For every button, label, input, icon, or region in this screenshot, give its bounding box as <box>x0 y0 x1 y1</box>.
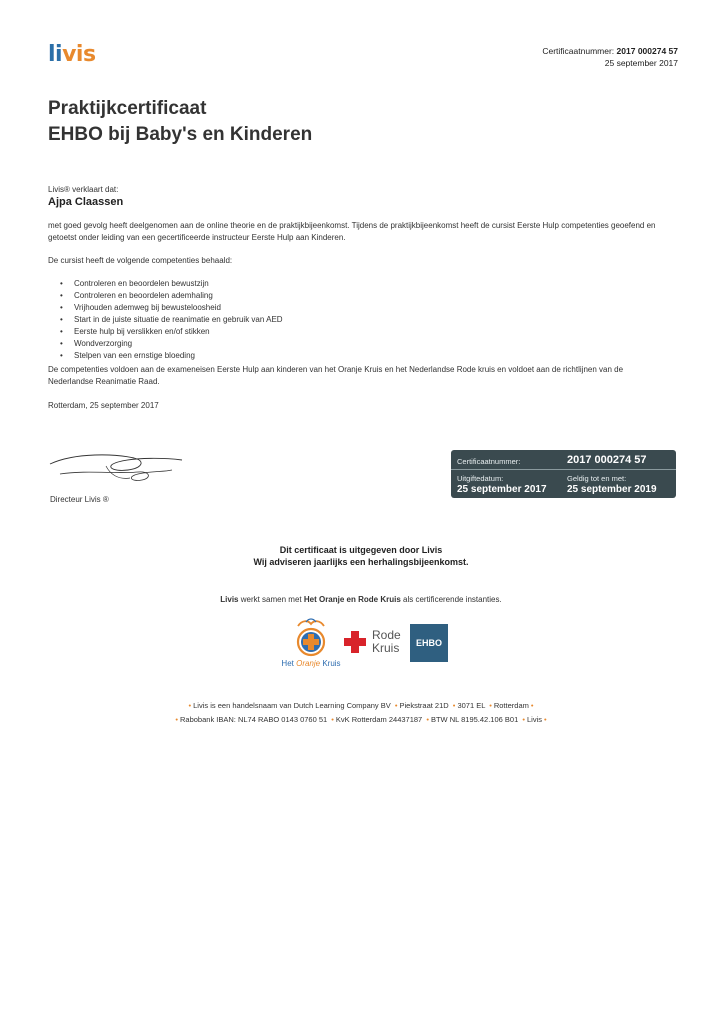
header-cert-info <box>542 45 678 69</box>
list-item: • Controleren en beoordelen bewustzijn <box>60 278 283 290</box>
competencies-intro: De cursist heeft de volgende competenties behaald: <box>48 256 233 265</box>
header-cert-number: 2017 000274 57 <box>616 46 678 56</box>
bullet-icon: • <box>426 715 429 724</box>
footer <box>0 699 722 727</box>
header-cert-number-label: Certificaatnummer: <box>542 46 615 56</box>
footer-line-1 <box>0 699 722 713</box>
ok-label-part-1: Het <box>281 659 297 668</box>
partner-suffix: als certificerende instanties. <box>400 595 502 604</box>
list-item: • Wondverzorging <box>60 338 283 350</box>
header-cert-number-line <box>542 45 678 57</box>
signature-image <box>46 444 186 488</box>
list-item: • Stelpen van een ernstige bloeding <box>60 350 283 362</box>
list-item: • Start in de juiste situatie de reanimatie en gebruik van AED <box>60 314 283 326</box>
list-item: • Eerste hulp bij verslikken en/of stikken <box>60 326 283 338</box>
issued-by-line-2: Wij adviseren jaarlijks een herhalingsbijeenkomst. <box>253 557 469 567</box>
title-line-2: EHBO bij Baby's en Kinderen <box>48 124 313 145</box>
bullet-icon: • <box>188 701 192 710</box>
recipient-name: Ajpa Claassen <box>48 196 124 208</box>
rode-kruis-label <box>372 629 401 655</box>
cert-box-number: 2017 000274 57 <box>567 454 647 466</box>
partner-orgs: Het Oranje en Rode Kruis <box>303 595 401 604</box>
footer-line-2 <box>0 713 722 727</box>
logo-part-1: li <box>48 42 63 67</box>
footer-street: Piekstraat 21D <box>399 701 449 710</box>
bullet-icon: • <box>522 715 525 724</box>
partner-prefix: Livis <box>220 595 239 604</box>
cert-box-valid-label: Geldig tot en met: <box>567 474 627 483</box>
rode-kruis-line-2: Kruis <box>372 641 400 655</box>
oranje-kruis-label <box>276 659 346 668</box>
footer-kvk: KvK Rotterdam 24437187 <box>335 715 423 724</box>
cert-box-valid-date: 25 september 2019 <box>567 484 657 495</box>
competencies-list <box>60 278 283 362</box>
bullet-icon: • <box>530 701 534 710</box>
logo-part-2: vis <box>62 42 96 67</box>
footer-company: Livis is een handelsnaam van Dutch Learning Company BV <box>193 701 391 710</box>
requirements-paragraph: De competenties voldoen aan de exameneisen Eerste Hulp aan kinderen van het Oranje Kruis en het Nederlandse Rode kruis en voldoet aan de richtlijnen van de Nederlandse Reanimatie Raad. <box>48 365 624 386</box>
cert-box-issue-date: 25 september 2017 <box>457 484 547 495</box>
cert-box-number-label: Certificaatnummer: <box>457 457 521 466</box>
issuer-statement: Livis® verklaart dat: <box>48 185 119 194</box>
list-item: • Vrijhouden ademweg bij bewusteloosheid <box>60 302 283 314</box>
ok-label-part-2: Oranje <box>296 659 321 668</box>
bullet-icon: • <box>331 715 334 724</box>
partner-middle: werkt samen met <box>238 595 304 604</box>
partner-statement <box>0 595 722 604</box>
bullet-icon: • <box>544 715 547 724</box>
issued-by-notice <box>0 544 722 568</box>
bullet-icon: • <box>175 715 178 724</box>
bullet-icon: • <box>452 701 456 710</box>
footer-btw: BTW NL 8195.42.106 B01 <box>430 715 519 724</box>
certificate-title <box>48 96 312 148</box>
list-item: • Controleren en beoordelen ademhaling <box>60 290 283 302</box>
red-cross-icon <box>343 630 367 654</box>
livis-logo <box>48 44 96 66</box>
footer-postcode: 3071 EL <box>457 701 486 710</box>
place-date: Rotterdam, 25 september 2017 <box>48 401 159 410</box>
footer-iban: Rabobank IBAN: NL74 RABO 0143 0760 51 <box>180 715 328 724</box>
certificate-info-box <box>451 450 676 498</box>
ehbo-badge: EHBO <box>410 624 448 662</box>
rode-kruis-line-1: Rode <box>372 628 401 642</box>
title-line-1: Praktijkcertificaat <box>48 98 207 119</box>
issued-by-line-1: Dit certificaat is uitgegeven door Livis <box>279 545 443 555</box>
cert-box-issue-label: Uitgiftedatum: <box>457 474 504 483</box>
bullet-icon: • <box>489 701 492 710</box>
footer-city: Rotterdam <box>493 701 529 710</box>
header-date: 25 september 2017 <box>604 58 678 68</box>
bullet-icon: • <box>394 701 398 710</box>
director-title: Directeur Livis ® <box>50 495 109 504</box>
participation-paragraph: met goed gevolg heeft deelgenomen aan de online theorie en de praktijkbijeenkomst. Tijdens de praktijkbijeenkomst heeft de cursist Eerste Hulp competenties geoefend en getoetst onder leiding van een gecertificeerde instructeur Eerste Hulp aan Kinderen. <box>48 221 656 242</box>
footer-brand: Livis <box>526 715 542 724</box>
ok-label-part-3: Kruis <box>320 659 341 668</box>
